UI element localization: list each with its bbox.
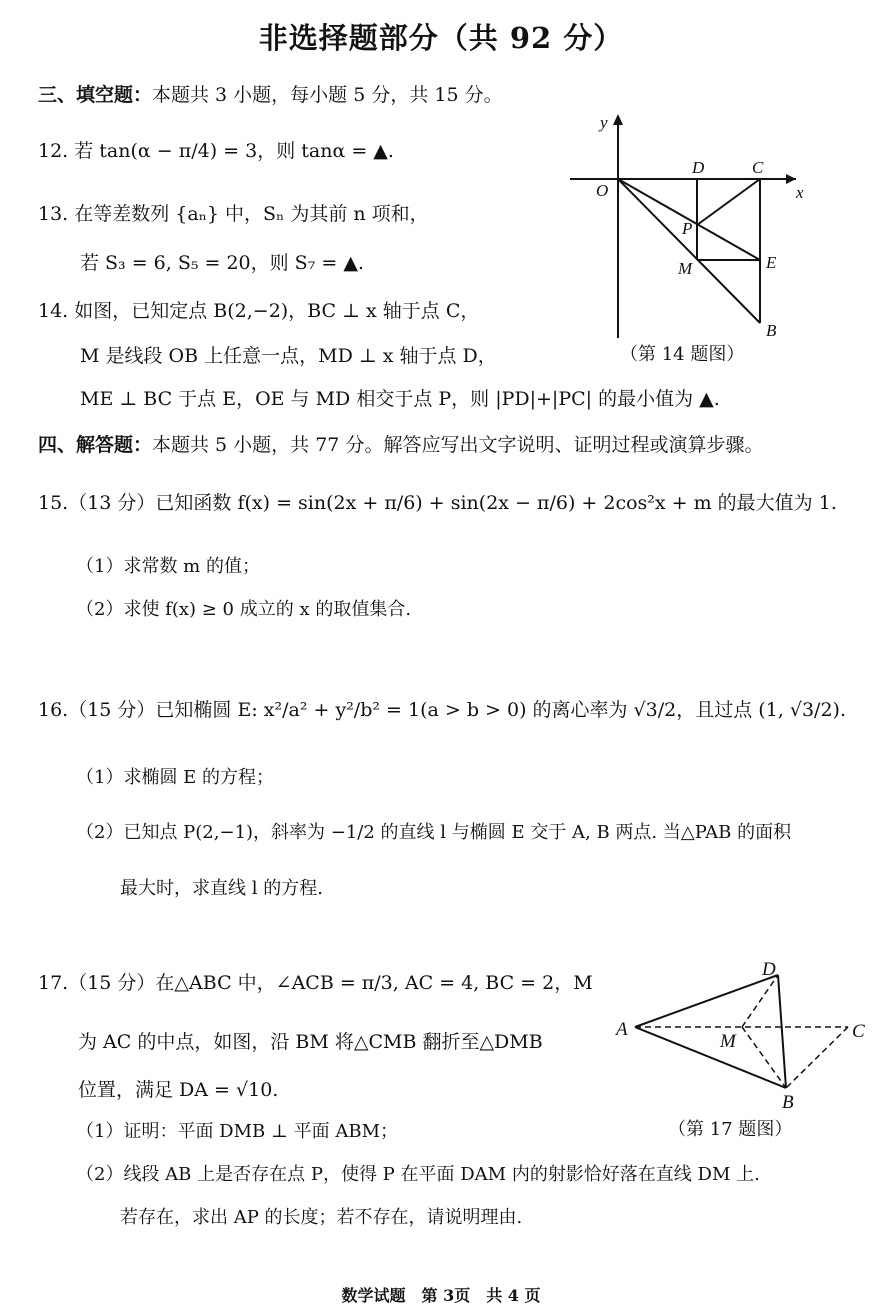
- figure-14: [560, 108, 820, 368]
- segment-ab: [635, 1027, 786, 1088]
- label-a: A: [616, 1019, 628, 1040]
- question-13-line1: 13. 在等差数列 {aₙ} 中，Sₙ 为其前 n 项和，: [38, 203, 429, 225]
- figure-17-caption: （第 17 题图）: [668, 1119, 793, 1140]
- figure-17: [610, 955, 880, 1115]
- label-o: O: [596, 181, 609, 200]
- label-p: P: [682, 219, 693, 238]
- question-17-line2: 为 AC 的中点，如图，沿 BM 将△CMB 翻折至△DMB: [78, 1031, 543, 1053]
- question-16-part2-line2: 最大时，求直线 l 的方程.: [120, 878, 323, 899]
- segment-md-dashed: [742, 975, 778, 1027]
- question-17-part2-line1: （2）线段 AB 上是否存在点 P，使得 P 在平面 DAM 内的射影恰好落在直线 DM 上.: [76, 1164, 760, 1185]
- label-m: M: [720, 1031, 736, 1052]
- label-c: C: [752, 158, 764, 177]
- segment-ad: [635, 975, 778, 1027]
- segment-db: [778, 975, 786, 1088]
- section-desc: 本题共 3 小题，每小题 5 分，共 15 分。: [152, 84, 503, 106]
- question-15-part2: （2）求使 f(x) ≥ 0 成立的 x 的取值集合.: [76, 599, 412, 620]
- question-16-stem: 16.（15 分）已知椭圆 E: x²/a² + y²/b² = 1(a > b > 0) 的离心率为 √3/2，且过点 (1, √3/2).: [38, 699, 847, 721]
- question-14-line2: M 是线段 OB 上任意一点，MD ⊥ x 轴于点 D，: [80, 345, 497, 367]
- question-15-stem: 15.（13 分）已知函数 f(x) = sin(2x + π/6) + sin(2x − π/6) + 2cos²x + m 的最大值为 1.: [38, 492, 837, 514]
- label-b: B: [766, 321, 777, 340]
- section-answer-header: [38, 430, 763, 457]
- question-12: 12. 若 tan(α − π/4) = 3，则 tanα = ▲.: [38, 140, 394, 162]
- question-15-part1: （1）求常数 m 的值；: [76, 556, 260, 577]
- question-16-part1: （1）求椭圆 E 的方程；: [76, 767, 275, 788]
- question-14-line3: ME ⊥ BC 于点 E，OE 与 MD 相交于点 P，则 |PD|+|PC| 的最小值为 ▲.: [80, 388, 720, 410]
- label-m: M: [678, 259, 693, 278]
- label-y: y: [600, 113, 608, 132]
- segment-cb-dashed: [786, 1027, 848, 1088]
- page-title: 非选择题部分（共 92 分）: [258, 21, 624, 55]
- section-label: 四、解答题：: [38, 434, 153, 456]
- y-axis-arrow: [613, 114, 623, 125]
- segment-ob: [618, 179, 760, 323]
- question-17-part2-line2: 若存在，求出 AP 的长度；若不存在，请说明理由.: [120, 1207, 523, 1228]
- label-b: B: [782, 1092, 794, 1113]
- question-14-line1: 14. 如图，已知定点 B(2,−2)，BC ⊥ x 轴于点 C，: [38, 300, 480, 322]
- question-13-line2: 若 S₃ = 6, S₅ = 20，则 S₇ = ▲.: [80, 252, 364, 274]
- label-d: D: [692, 158, 705, 177]
- x-axis-arrow: [786, 174, 796, 184]
- question-17-line1: 17.（15 分）在△ABC 中，∠ACB = π/3, AC = 4, BC = 2，M: [38, 972, 593, 994]
- section-desc: 本题共 5 小题，共 77 分。解答应写出文字说明、证明过程或演算步骤。: [152, 434, 764, 456]
- question-16-part2-line1: （2）已知点 P(2,−1)，斜率为 −1/2 的直线 l 与椭圆 E 交于 A, B 两点. 当△PAB 的面积: [76, 822, 792, 843]
- figure-14-caption: （第 14 题图）: [620, 344, 745, 365]
- section-label: 三、填空题：: [38, 84, 153, 106]
- question-17-line3: 位置，满足 DA = √10.: [78, 1079, 279, 1101]
- label-c: C: [852, 1021, 865, 1042]
- question-17-part1: （1）证明：平面 DMB ⊥ 平面 ABM；: [76, 1121, 399, 1142]
- segment-pc: [697, 179, 760, 225]
- label-d: D: [762, 959, 776, 980]
- label-e: E: [766, 253, 777, 272]
- label-x: x: [796, 183, 804, 202]
- section-fill-in-header: [38, 80, 503, 107]
- page-footer: 数学试题 第 3页 共 4 页: [341, 1286, 541, 1305]
